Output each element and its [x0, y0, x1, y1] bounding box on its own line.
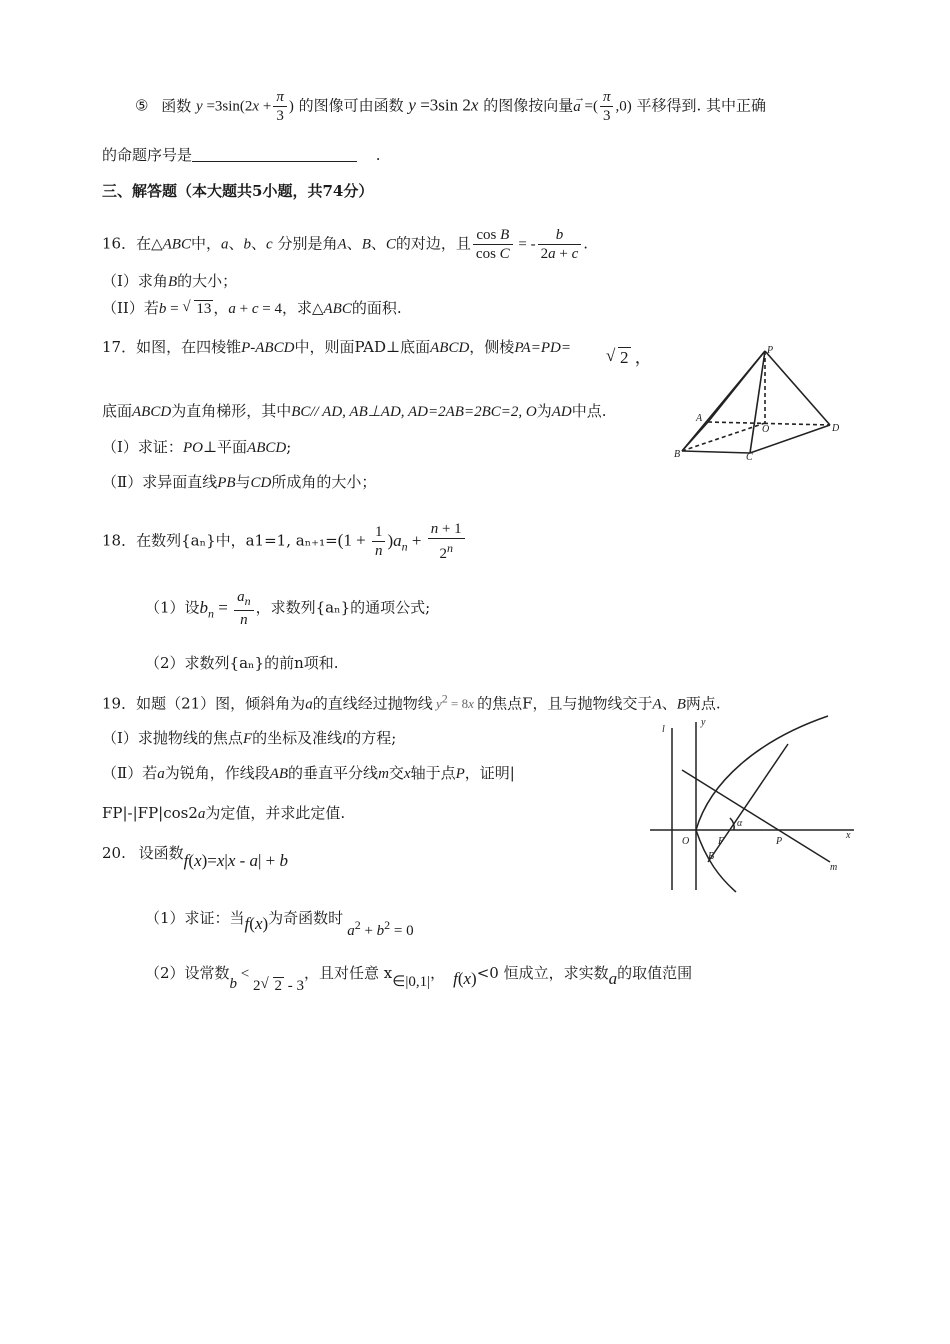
q16-part1-B: B	[167, 274, 178, 290]
item5-marker: ⑤	[135, 96, 149, 115]
section3-title: 三、解答题（本大题共5小题，共74分）	[102, 182, 374, 200]
item5-text5: 的命题序号是	[102, 146, 193, 164]
q18-stem	[102, 520, 467, 563]
q19-P: P	[455, 766, 465, 782]
parabola-label-F: F	[718, 836, 725, 847]
q19-part2-e: 轴于点	[410, 764, 456, 782]
q19-part2-line2	[102, 802, 345, 825]
q16-stem-d: 的对边，且	[395, 234, 471, 253]
q19-part2-b: 为锐角，作线段	[164, 764, 270, 782]
q16-part2-a: （II）若	[102, 299, 159, 317]
vector-value: =(	[580, 98, 598, 115]
item5-text3: 的图像按向量	[483, 96, 574, 115]
q19-stem-d: 两点.	[685, 694, 721, 713]
q19-part2-a: （Ⅱ）若	[102, 764, 158, 782]
q20-stem-a: 设函数	[138, 844, 184, 862]
q19-part1-a: （Ⅰ）求抛物线的焦点	[102, 729, 243, 747]
q18-part1-b: ，求数列{aₙ}的通项公式;	[255, 598, 431, 617]
q16-angles: A	[337, 236, 347, 253]
q16-stem-b: 中，	[190, 234, 221, 253]
q17-stem	[102, 336, 571, 359]
q20-part2-c: ，	[430, 964, 446, 982]
q17-part1-b: ⊥平面	[202, 438, 248, 456]
q17-line2-a: 底面	[102, 402, 133, 420]
q19-stem-a: 如题（21）图，倾斜角为	[136, 694, 306, 713]
q17-num: 17．	[102, 338, 137, 356]
q20-part2-b: ，且对任意 x	[304, 964, 393, 982]
q19-part2	[102, 762, 515, 785]
q17-part2-c: 所成角的大小；	[271, 473, 377, 491]
parabola-label-O: O	[682, 836, 690, 847]
b-over-2a-plus-c: $\frac{b}{2a + c}$	[538, 226, 582, 263]
q17-line2-d: 中点.	[571, 402, 607, 420]
q18-recurrence: (1 +	[337, 530, 370, 550]
q19-stem-b: 的直线经过抛物线	[312, 694, 433, 713]
q17-part2-b: 与	[235, 473, 251, 491]
q17-pa-pd: PA=PD=	[514, 340, 571, 356]
q19-part1-c: 的方程;	[346, 729, 397, 747]
q17-line2	[102, 400, 607, 423]
q17-sqrt2: √ 2 ，	[606, 347, 652, 369]
q20-part2-e: 的取值范围	[617, 964, 693, 982]
q19-part2-line2-b: 为定值，并求此定值.	[205, 804, 346, 822]
q17-stem-a: 如图，在四棱锥	[136, 338, 242, 356]
answer-blank[interactable]	[192, 145, 357, 162]
q17-part1-abcd: ABCD	[247, 440, 287, 456]
q19-l: l	[342, 731, 347, 747]
item5-line1	[135, 88, 766, 125]
vector-a: → a	[573, 91, 586, 115]
q18-part1-a: （1）设	[145, 598, 200, 617]
q19-m: m	[378, 766, 389, 782]
parabola-label-m: m	[830, 862, 838, 873]
q16-part1-b: 的大小；	[177, 272, 238, 290]
q17-part1-c: ;	[286, 438, 292, 456]
q17-po: PO	[182, 440, 203, 456]
q19-ab: A	[652, 696, 662, 713]
vector-value-close: ,0)	[615, 98, 632, 115]
parabola-label-x: x	[846, 830, 851, 841]
formula-y1: y	[196, 98, 203, 115]
q16-part2-b: ，求△	[281, 299, 324, 317]
q20-part2	[145, 962, 693, 994]
q16-num: 16．	[102, 234, 137, 253]
q20-part1-b: 为奇函数时	[268, 909, 344, 927]
q20-part2-fx: f(x)	[453, 969, 477, 988]
q17-line2-c: 为	[536, 402, 552, 420]
formula-y1-close: )	[288, 98, 294, 115]
q20-part2-a-var: a	[608, 969, 618, 988]
q18-num: 18．	[102, 531, 137, 550]
q19-part1	[102, 727, 396, 750]
q19-part2-c: 的垂直平分线	[288, 764, 379, 782]
q16-abc: ABC	[162, 236, 191, 253]
one-over-n: $\frac{1}{n}$	[372, 523, 386, 560]
pyramid-figure	[672, 343, 862, 461]
q17-part2	[102, 471, 376, 494]
q18-stem-a: 在数列{aₙ}中，a1=1, aₙ₊₁=	[136, 531, 338, 550]
q17-abcd: ABCD	[430, 340, 470, 356]
q17-conditions: BC// AD, AB⊥AD, AD=2AB=2BC=2, O	[291, 404, 537, 420]
q20-part1-a: （1）求证：当	[145, 909, 245, 927]
parabola-label-l: l	[662, 724, 665, 735]
q16-part2	[102, 297, 402, 320]
q17-line2-ad: AD	[551, 404, 572, 420]
q16-part2-abc: ABC	[323, 301, 352, 317]
vector-pi-over-3: $\frac{\pi}{3}$	[600, 88, 614, 125]
pyramid-label-D: D	[832, 423, 840, 434]
q20-interval: ∈|0,1|	[392, 974, 431, 990]
q20-part1	[145, 902, 414, 939]
q16-b-eq: b = √ 13 ，a + c = 4	[159, 301, 282, 317]
q20-function: f(x)=x|x - a| + b	[183, 851, 289, 870]
q20-num: 20.	[102, 844, 126, 862]
q19-part2-ab: AB	[269, 766, 289, 782]
item5-line2	[102, 144, 381, 166]
n-plus-1-over-2n: $\frac{n + 1}{2^n}$	[428, 520, 465, 563]
q16-stem: 16．在△ABC中，a、b、c 分别是角A、B、C的对边，且 $\frac{\text{cos B}}{\text{cos C}}$ = - $\frac{b}{2a + c}$ .	[102, 227, 589, 262]
q17-line2-b: 为直角梯形，其中	[171, 402, 292, 420]
q20-part2-a: （2）设常数	[145, 964, 230, 982]
q19-alpha: a	[305, 696, 313, 713]
q17-line2-abcd: ABCD	[132, 404, 172, 420]
q16-sides: a	[221, 236, 229, 253]
q20-part2-d: <0 恒成立，求实数	[476, 964, 609, 982]
q16-part1	[102, 270, 237, 293]
item5-text1: 函数	[161, 96, 192, 115]
item5-text6: .	[375, 146, 381, 164]
item5-text4: 平移得到. 其中正确	[636, 96, 767, 115]
q16-stem-c: 分别是角	[277, 234, 338, 253]
pyramid-label-C: C	[746, 452, 753, 461]
q18-part1	[145, 588, 430, 629]
q17-pabcd: P-ABCD	[241, 340, 295, 356]
pyramid-label-A: A	[696, 413, 703, 424]
q19-part2-line2-a: FP|-|FP|cos2	[102, 804, 198, 822]
parabola-label-B: B	[708, 851, 715, 862]
bn-def: $b_n$ =	[199, 597, 233, 620]
q16-part1-a: （I）求角	[102, 272, 168, 290]
q19-part2-d: 交	[388, 764, 404, 782]
q17-pb: PB	[217, 475, 236, 491]
q20-b-lt: b < 2√ 2 - 3	[230, 966, 304, 982]
q18-part2: （2）求数列{aₙ}的前n项和.	[145, 654, 339, 672]
q17-cd: CD	[250, 475, 272, 491]
formula-y1-rhs: =3sin(2x +	[202, 98, 272, 115]
q17-part2-a: （Ⅱ）求异面直线	[102, 473, 218, 491]
parabola-eq: $y^2 = 8x$	[435, 692, 474, 712]
q19-part1-b: 的坐标及准线	[252, 729, 343, 747]
pyramid-label-O: O	[762, 424, 770, 435]
formula-y2: y =3sin 2x	[408, 95, 479, 115]
q17-stem-b: 中，则面PAD⊥底面	[294, 338, 431, 356]
q17-part1	[102, 436, 291, 459]
q19-stem: 19．如题（21）图，倾斜角为a的直线经过抛物线 $y^2 = 8x$ 的焦点F，且与抛物线交于A、B两点.	[102, 692, 721, 713]
q19-num: 19．	[102, 694, 137, 713]
q16-stem-a: 在△	[136, 234, 163, 253]
an-over-n: $\frac{a_n}{n}$	[234, 588, 254, 629]
parabola-label-P: P	[776, 836, 783, 847]
q18-an: )$a_n$ +	[387, 530, 426, 553]
q20-fx: f(x)	[244, 914, 269, 933]
q20-a2b2: $a^2 + b^2 = 0$	[347, 918, 414, 939]
pyramid-label-P: P	[767, 345, 774, 356]
q19-F: F	[242, 731, 253, 747]
item5-text2: 的图像可由函数	[298, 96, 404, 115]
q20-stem	[102, 842, 289, 870]
q19-part2-f: ，证明|	[464, 764, 515, 782]
q17-stem-c: ，侧棱	[469, 338, 515, 356]
q19-x: x	[403, 766, 411, 782]
q16-part2-c: 的面积.	[351, 299, 402, 317]
parabola-label-alpha: α	[737, 818, 743, 829]
q19-stem-c: 的焦点F，且与抛物线交于	[477, 694, 653, 713]
q17-part1-a: （Ⅰ）求证：	[102, 438, 183, 456]
q19-part2-line2-alpha: a	[197, 806, 206, 822]
pyramid-label-B: B	[674, 449, 681, 460]
pi-over-3-fraction: $\frac{\pi}{3}$	[273, 88, 287, 125]
cosB-over-cosC: $\frac{\text{cos B}}{\text{cos C}}$	[473, 226, 513, 263]
parabola-label-y: y	[701, 717, 706, 728]
q19-part2-alpha: a	[157, 766, 165, 782]
parabola-figure	[648, 712, 860, 894]
equals-minus: = -	[514, 236, 536, 253]
